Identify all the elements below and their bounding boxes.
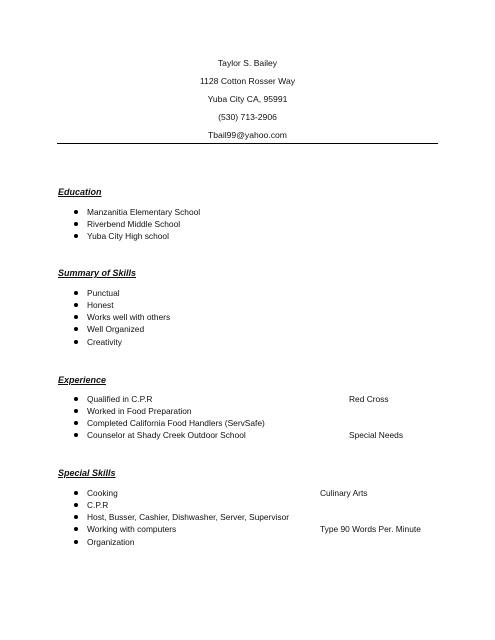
education-item	[74, 206, 454, 218]
special-skills-item-label: C.P.R	[87, 500, 109, 510]
contact-name: Taylor S. Bailey	[217, 58, 278, 68]
bullet-icon	[74, 327, 78, 331]
bullet-icon	[74, 503, 78, 507]
skills-summary-item	[74, 287, 454, 299]
education-item	[74, 218, 454, 230]
bullet-icon	[74, 291, 78, 295]
experience-item-label: Qualified in C.P.R	[87, 394, 153, 404]
special-skills-item	[74, 523, 454, 535]
special-skills-item	[74, 487, 454, 499]
education-item	[74, 230, 454, 242]
experience-item	[74, 405, 454, 417]
bullet-icon	[74, 234, 78, 238]
bullet-icon	[74, 222, 78, 226]
skills-summary-item-label: Well Organized	[87, 324, 145, 334]
bullet-icon	[74, 433, 78, 437]
bullet-icon	[74, 340, 78, 344]
bullet-icon	[74, 491, 78, 495]
experience-item	[74, 393, 454, 405]
special-skills-item	[74, 536, 454, 548]
bullet-icon	[74, 315, 78, 319]
skills-summary-item	[74, 311, 454, 323]
skills-summary-item-label: Punctual	[87, 288, 120, 298]
special-skills-item	[74, 511, 454, 523]
experience-item-note: Special Needs	[349, 430, 404, 440]
bullet-icon	[74, 527, 78, 531]
education-heading: Education	[58, 187, 102, 197]
bullet-icon	[74, 409, 78, 413]
skills-summary-item-label: Creativity	[87, 337, 122, 347]
bullet-icon	[74, 540, 78, 544]
skills-summary-item	[74, 336, 454, 348]
education-item-label: Yuba City High school	[87, 231, 169, 241]
special-skills-item-label: Organization	[87, 537, 135, 547]
skills-summary-item	[74, 299, 454, 311]
bullet-icon	[74, 303, 78, 307]
experience-item	[74, 429, 454, 441]
bullet-icon	[74, 397, 78, 401]
bullet-icon	[74, 515, 78, 519]
experience-item-label: Counselor at Shady Creek Outdoor School	[87, 430, 246, 440]
special-skills-item-note: Type 90 Words Per. Minute	[320, 524, 421, 534]
special-skills-item	[74, 499, 454, 511]
experience-item	[74, 417, 454, 429]
education-item-label: Manzanitia Elementary School	[87, 207, 201, 217]
experience-item-note: Red Cross	[349, 394, 389, 404]
bullet-icon	[74, 210, 78, 214]
special-skills-item-note: Culinary Arts	[320, 488, 368, 498]
contact-phone: (530) 713-2906	[218, 112, 277, 122]
contact-street: 1128 Cotton Rosser Way	[199, 76, 296, 86]
experience-item-label: Worked in Food Preparation	[87, 406, 192, 416]
skills-summary-heading: Summary of Skills	[58, 268, 137, 278]
contact-city: Yuba City CA, 95991	[207, 94, 288, 104]
contact-email: Tbail99@yahoo.com	[208, 130, 287, 140]
header-divider	[57, 143, 438, 144]
experience-item-label: Completed California Food Handlers (ServSafe)	[87, 418, 265, 428]
special-skills-item-label: Cooking	[87, 488, 118, 498]
special-skills-item-label: Working with computers	[87, 524, 177, 534]
experience-heading: Experience	[58, 375, 107, 385]
skills-summary-item-label: Honest	[87, 300, 114, 310]
bullet-icon	[74, 421, 78, 425]
education-item-label: Riverbend Middle School	[87, 219, 181, 229]
special-skills-item-label: Host, Busser, Cashier, Dishwasher, Server, Supervisor	[87, 512, 290, 522]
skills-summary-item-label: Works well with others	[87, 312, 171, 322]
skills-summary-item	[74, 323, 454, 335]
special-skills-heading: Special Skills	[58, 468, 116, 478]
